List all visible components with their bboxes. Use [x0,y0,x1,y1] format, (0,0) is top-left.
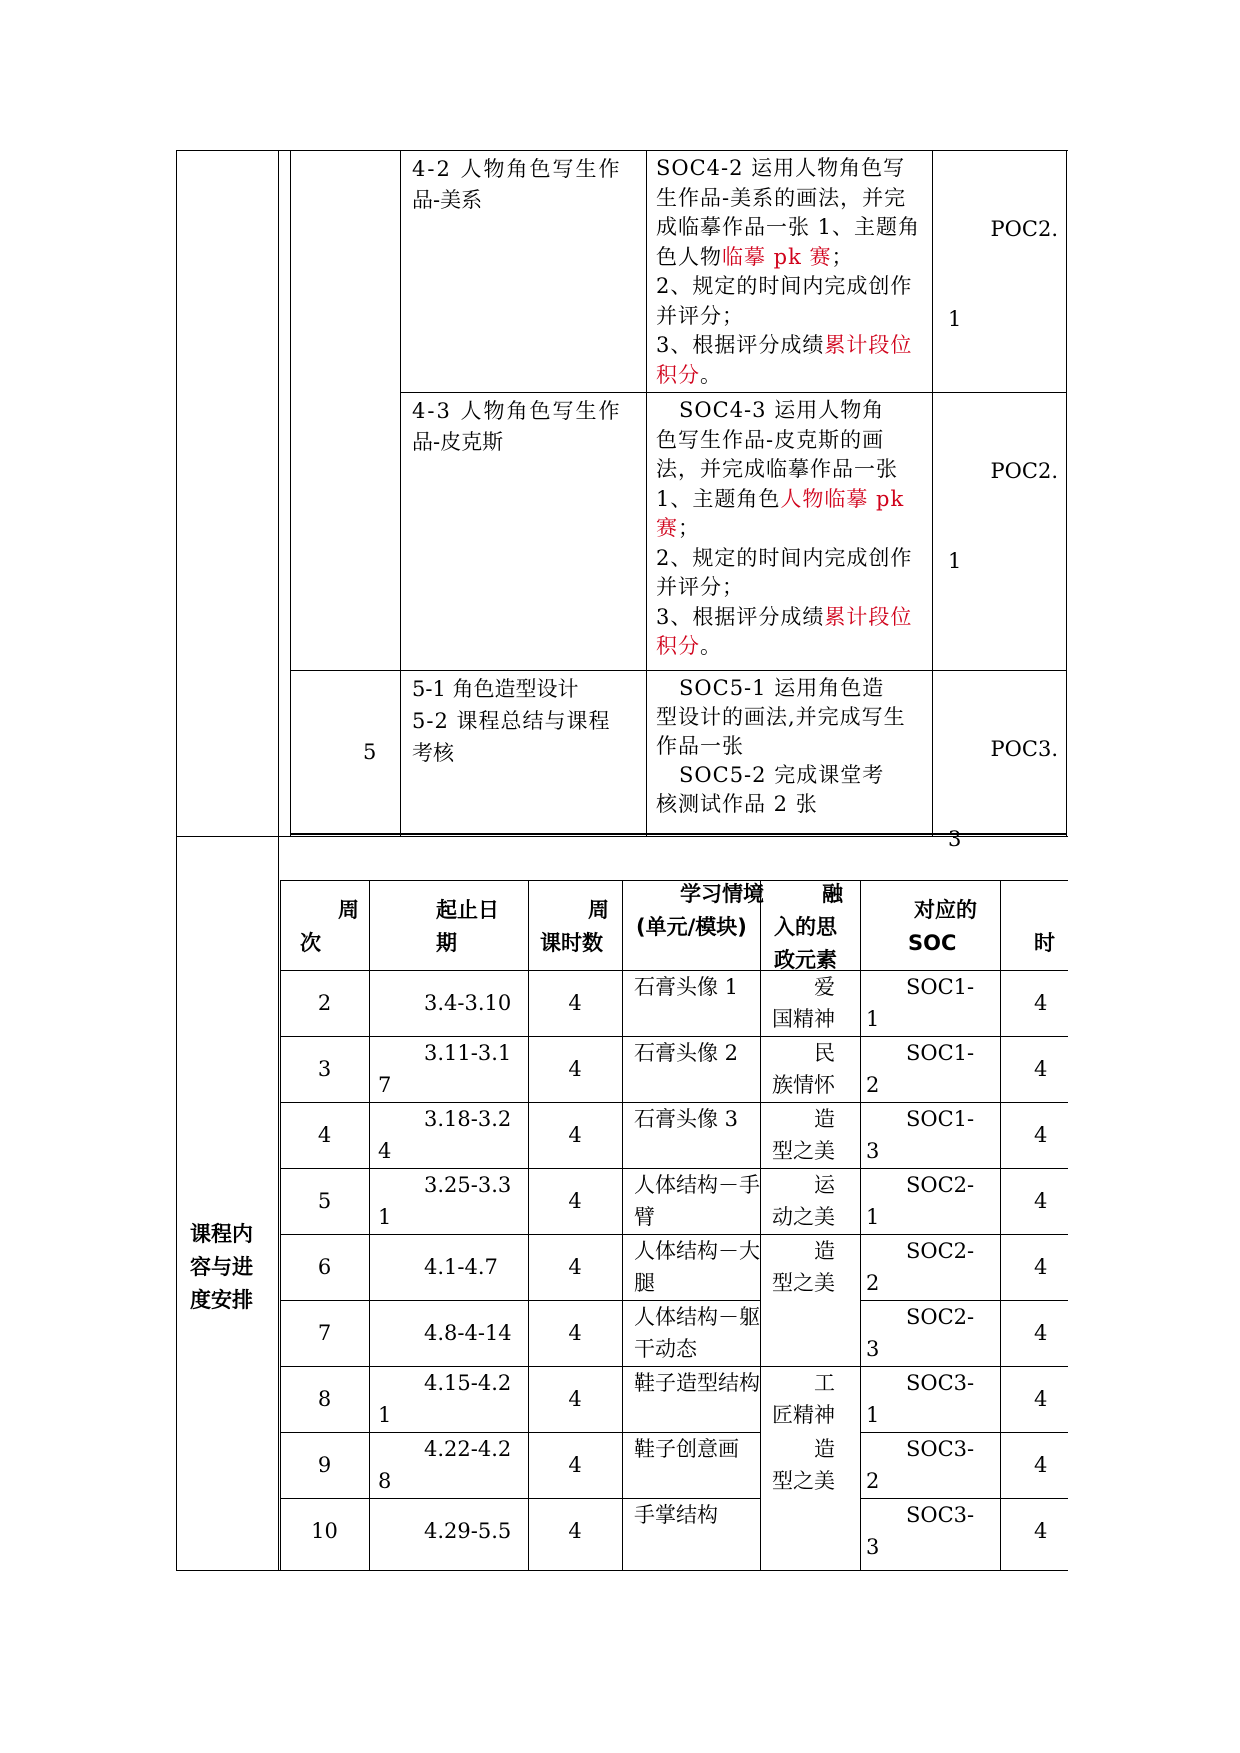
soc-cell: SOC1- [906,975,975,999]
context-cell: 人体结构－躯 [634,1305,760,1329]
unit-5-line-3: 考核 [412,741,454,765]
context-cell-2: 腿 [634,1271,655,1295]
soc-cell-tail: 3 [866,1139,880,1163]
week-cell: 3 [317,1057,332,1081]
soc-text: 3、根据评分成绩 [656,333,825,357]
context-cell: 石膏头像 1 [634,975,739,999]
soc-text: 核测试作品 2 张 [656,792,818,816]
soc-cell: SOC2- [906,1239,975,1263]
soc-cell-tail: 1 [866,1007,880,1031]
highlight-text: 累计段位 [824,333,913,357]
hours-cell: 4 [568,1123,582,1147]
last-cell: 4 [1034,1387,1048,1411]
ideology-cell-2: 型之美 [772,1139,835,1163]
ideology-cell: 民 [814,1041,835,1065]
poc-4-2-b: 1 [948,307,962,331]
week-cell: 7 [317,1321,332,1345]
unit-4-2-line-1: 4-2 人物角色写生作 [412,157,622,181]
row-line [280,1168,760,1169]
hours-cell: 4 [568,1453,582,1477]
ideology-cell-2: 国精神 [772,1007,835,1031]
soc-text: 型设计的画法,并完成写生 [656,705,906,729]
soc-line [656,184,926,214]
ideology-line [760,1102,860,1103]
soc-4-2 [656,154,926,390]
row-line [860,1168,1068,1169]
soc-cell-tail: 2 [866,1073,880,1097]
poc-5-a: POC3. [990,737,1058,761]
date-cell: 4.29-5.5 [424,1519,512,1543]
soc-line [656,703,926,732]
ideology-cell: 运 [814,1173,835,1197]
row-line [860,1366,1068,1367]
soc-line [656,272,926,302]
poc-4-3 [948,396,1058,636]
ideology-cell-2: 型之美 [772,1271,835,1295]
soc-cell: SOC2- [906,1173,975,1197]
soc-text: 作品一张 [656,734,744,758]
soc-text: SOC4-2 运用人物角色写 [656,156,906,180]
hours-cell: 4 [568,1189,582,1213]
row-line [860,1432,1068,1433]
header-dates: 起止日 期 [436,898,499,955]
soc-cell: SOC1- [906,1041,975,1065]
soc-line [656,243,926,273]
soc-line [656,361,926,391]
date-cell: 4.1-4.7 [424,1255,498,1279]
soc-text: ； [831,244,854,269]
soc-line [656,732,926,761]
unit-5-line-1: 5-1 角色造型设计 [412,677,579,701]
hours-cell: 4 [568,1321,582,1345]
poc-4-2 [948,154,1058,394]
hours-cell: 4 [568,1387,582,1411]
soc-line [656,396,926,426]
date-cell: 4.8-4-14 [424,1321,512,1345]
context-cell: 鞋子造型结构 [634,1371,760,1395]
soc-line [656,455,926,485]
soc-4-3 [656,396,926,662]
date-cell-tail: 1 [378,1205,392,1229]
highlight-text: 临摹 pk 赛 [722,244,832,269]
soc-text: 色人物 [656,244,722,269]
soc-line [656,761,926,790]
last-cell: 4 [1034,991,1048,1015]
row-line [280,1366,760,1367]
soc-text: ； [678,516,700,540]
ideology-cell-2: 匠精神 [772,1403,835,1427]
row-line [280,1234,760,1235]
poc-4-2-a: POC2. [990,217,1058,241]
week-cell: 9 [317,1453,332,1477]
unit-4-3-line-2: 品-皮克斯 [412,430,504,454]
date-cell: 4.22-4.2 [424,1437,512,1461]
ideology-line [760,1036,860,1037]
highlight-text: 累计段位 [824,604,913,629]
context-cell-2: 干动态 [634,1337,697,1361]
unit-5-line-2: 5-2 课程总结与课程 [412,709,611,733]
week-cell: 5 [317,1189,332,1213]
context-cell: 手掌结构 [634,1503,718,1527]
date-cell: 3.18-3.2 [424,1107,512,1131]
soc-line [656,514,926,544]
week-cell: 8 [317,1387,332,1411]
soc-text: 色写生作品-皮克斯的画 [656,427,885,452]
last-cell: 4 [1034,1255,1048,1279]
soc-cell: SOC2- [906,1305,975,1329]
header-week: 周 次 [300,898,359,955]
row-line [860,1498,1068,1499]
context-cell-2: 臂 [634,1205,655,1229]
last-cell: 4 [1034,1453,1048,1477]
ideology-cell-2: 族情怀 [772,1073,835,1097]
highlight-text: 赛 [656,516,678,540]
header-soc: 对应的 SOC [908,898,977,955]
soc-text: 。 [700,634,722,658]
ideology-line [760,1234,860,1235]
date-cell: 3.11-3.1 [424,1041,512,1065]
ideology-cell: 爱 [814,975,835,999]
soc-5 [656,674,926,819]
highlight-text: 人物临摹 pk [780,486,905,511]
soc-cell-tail: 2 [866,1469,880,1493]
week-cell: 2 [317,991,332,1015]
unit-4-3-line-1: 4-3 人物角色写生作 [412,399,622,423]
soc-line [656,674,926,703]
soc-line [656,632,926,662]
date-cell-tail: 7 [378,1073,392,1097]
ideology-cell: 工 [814,1371,835,1395]
soc-text: 并评分； [656,575,744,599]
header-last: 时 [1034,931,1055,955]
poc-5-b: 3 [948,827,962,851]
soc-text: 成临摹作品一张 1、主题角 [656,215,921,239]
highlight-text: 积分 [656,362,700,387]
soc-cell: SOC1- [906,1107,975,1131]
soc-cell: SOC3- [906,1437,975,1461]
row-line [860,1102,1068,1103]
soc-line [656,154,926,184]
context-cell: 人体结构－大 [634,1239,760,1263]
soc-cell-tail: 1 [866,1403,880,1427]
context-cell: 人体结构－手 [634,1173,760,1197]
unit-4-2-line-2: 品-美系 [412,188,483,212]
soc-cell-tail: 1 [866,1205,880,1229]
week-cell: 10 [311,1519,338,1543]
soc-line [656,573,926,603]
soc-text: 生作品-美系的画法，并完 [656,185,907,210]
last-cell: 4 [1034,1321,1048,1345]
ideology-cell-2: 动之美 [772,1205,835,1229]
week-5-number: 5 [363,740,377,764]
soc-cell-tail: 3 [866,1535,880,1559]
soc-text: 并评分； [656,303,744,328]
last-cell: 4 [1034,1123,1048,1147]
ideology-cell: 造 [814,1107,835,1131]
last-cell: 4 [1034,1189,1048,1213]
soc-cell-tail: 2 [866,1271,880,1295]
context-cell: 石膏头像 2 [634,1041,739,1065]
last-cell: 4 [1034,1057,1048,1081]
soc-line [656,426,926,456]
soc-line [656,544,926,574]
poc-4-3-a: POC2. [990,459,1058,483]
hours-cell: 4 [568,1519,582,1543]
soc-text: 2、规定的时间内完成创作 [656,274,913,298]
soc-line [656,213,926,243]
date-cell: 3.4-3.10 [424,991,512,1015]
header-hours: 周 课时数 [540,898,609,955]
soc-line [656,331,926,361]
header-context: 学习情境 (单元/模块) [636,882,764,939]
soc-text: 3、根据评分成绩 [656,604,825,629]
soc-text: SOC4-3 运用人物角 [656,398,885,422]
last-cell: 4 [1034,1519,1048,1543]
row-line [280,1432,760,1433]
row-line [860,1036,1068,1037]
soc-text: 1、主题角色 [656,486,781,511]
header-ideology: 融 入的思 政元素 [774,882,843,972]
date-cell-tail: 8 [378,1469,392,1493]
soc-text: 法，并完成临摹作品一张 [656,457,898,481]
highlight-text: 积分 [656,634,700,658]
ideology-cell-2: 型之美 [772,1469,835,1493]
context-cell: 鞋子创意画 [634,1437,739,1461]
soc-line [656,485,926,515]
row-line [280,1036,760,1037]
ideology-line [760,1168,860,1169]
row-line [280,1102,760,1103]
hours-cell: 4 [568,1057,582,1081]
poc-4-3-b: 1 [948,549,962,573]
date-cell-tail: 1 [378,1403,392,1427]
soc-cell-tail: 3 [866,1337,880,1361]
date-cell-tail: 4 [378,1139,392,1163]
row-line [280,1300,760,1301]
hours-cell: 4 [568,1255,582,1279]
soc-text: SOC5-2 完成课堂考 [656,763,885,787]
soc-cell: SOC3- [906,1503,975,1527]
soc-text: SOC5-1 运用角色造 [656,676,885,700]
context-cell: 石膏头像 3 [634,1107,739,1131]
soc-text: 。 [700,362,722,387]
date-cell: 3.25-3.3 [424,1173,512,1197]
section-label: 课程内 容与进 度安排 [190,1222,253,1312]
soc-text: 2、规定的时间内完成创作 [656,545,913,570]
ideology-line [760,1366,860,1367]
ideology-cell: 造 [814,1437,835,1461]
date-cell: 4.15-4.2 [424,1371,512,1395]
poc-5 [948,674,1058,914]
soc-line [656,302,926,332]
row-line [860,1234,1068,1235]
soc-line [656,603,926,633]
soc-cell: SOC3- [906,1371,975,1395]
week-cell: 6 [317,1255,332,1279]
hours-cell: 4 [568,991,582,1015]
row-line [860,1300,1068,1301]
week-cell: 4 [317,1123,332,1147]
row-line [280,1498,760,1499]
soc-line [656,790,926,819]
ideology-cell: 造 [814,1239,835,1263]
